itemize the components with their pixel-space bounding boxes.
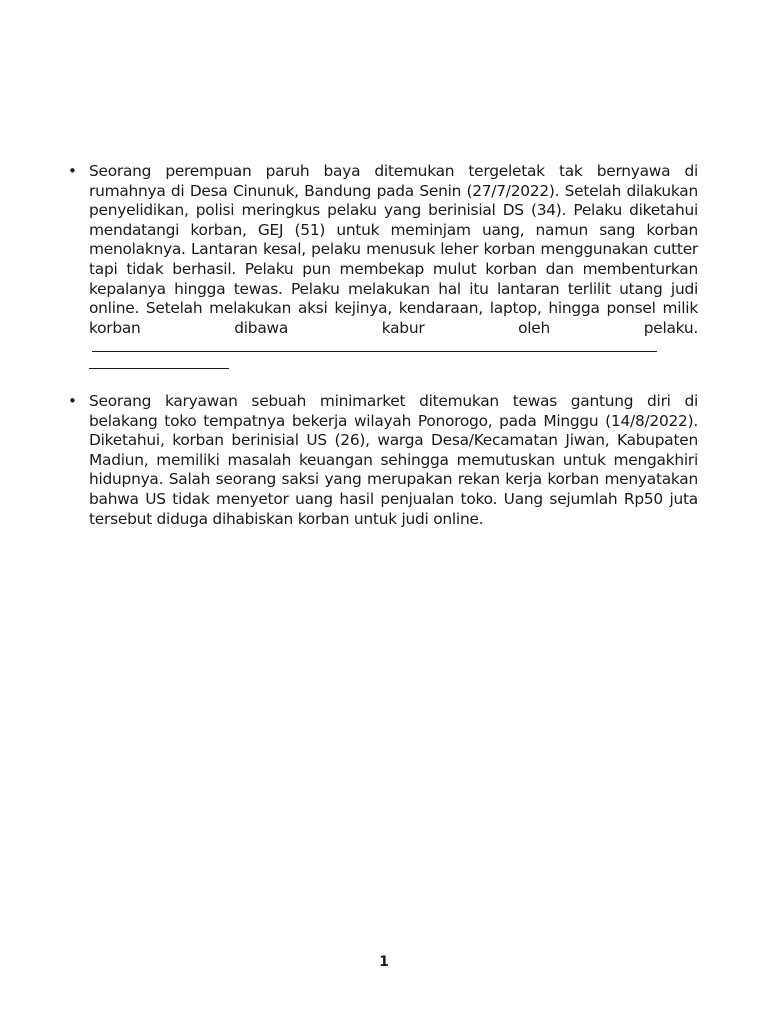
fill-in-line <box>92 350 657 352</box>
list-item-text <box>89 392 698 529</box>
fill-in-line <box>89 360 229 369</box>
paragraph-text: Seorang karyawan sebuah minimarket ditemukan tewas gantung diri di belakang toko tempatnya bekerja wilayah Ponorogo, pada Minggu (14/8/2022). Diketahui, korban berinisial US (26), warga Desa/Kecamatan Jiwan, Kabupaten Madiun, memiliki masalah keuangan sehingga memutuskan untuk mengakhiri hidupnya. Salah seorang saksi yang merupakan rekan kerja korban menyatakan bahwa US tidak menyetor uang hasil penjualan toko. Uang sejumlah Rp50 juta tersebut diduga dihabiskan korban untuk judi online. <box>89 391 698 528</box>
paragraph-text: Seorang perempuan paruh baya ditemukan tergeletak tak bernyawa di rumahnya di Desa Cinunuk, Bandung pada Senin (27/7/2022). Setelah dilakukan penyelidikan, polisi meringkus pelaku yang berinisial DS (34). Pelaku diketahui mendatangi korban, GEJ (51) untuk meminjam uang, namun sang korban menolaknya. Lantaran kesal, pelaku menusuk leher korban menggunakan cutter tapi tidak berhasil. Pelaku pun membekap mulut korban dan membenturkan kepalanya hingga tewas. Pelaku melakukan hal itu lantaran terlilit utang judi online. Setelah melakukan aksi kejinya, kendaraan, laptop, hingga ponsel milik korban dibawa kabur oleh pelaku. <box>89 162 698 337</box>
case-list <box>68 162 698 552</box>
page-number: 1 <box>379 954 389 970</box>
bullet-icon: • <box>68 391 77 410</box>
bullet-icon: • <box>68 162 77 180</box>
list-item <box>68 392 698 529</box>
list-item <box>68 162 698 369</box>
list-item-text <box>89 162 698 369</box>
